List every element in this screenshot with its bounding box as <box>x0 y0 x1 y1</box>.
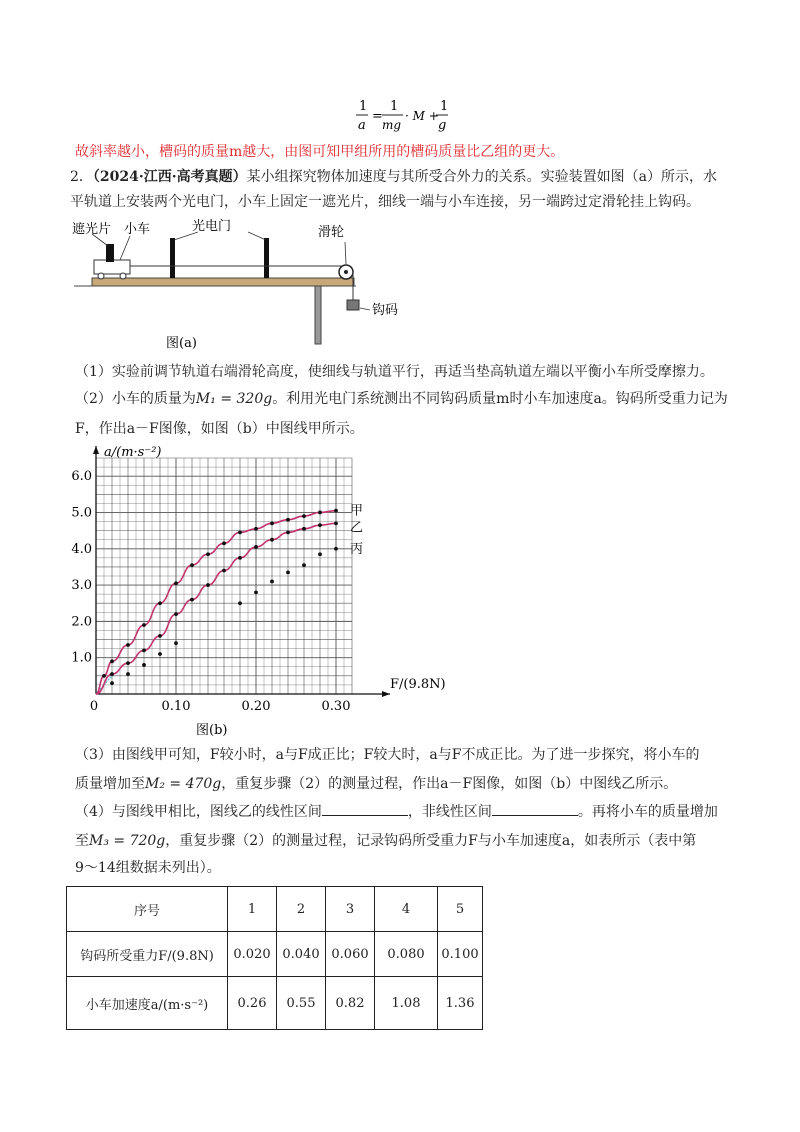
problem-line-1 <box>70 166 730 188</box>
track <box>92 278 354 286</box>
data-point <box>174 641 178 645</box>
formula-t2-num: 1 <box>440 99 449 114</box>
data-point <box>254 527 258 531</box>
data-point <box>110 681 114 685</box>
chart-svg <box>60 445 446 740</box>
data-point <box>286 518 290 522</box>
y-tick-label: 6.0 <box>71 469 92 485</box>
table-header-cell: 1 <box>228 887 277 932</box>
data-point <box>158 634 162 638</box>
table-header-cell: 4 <box>375 887 438 932</box>
step-3-b1: 质量增加至 <box>75 776 145 792</box>
formula <box>355 95 465 139</box>
data-point <box>206 552 210 556</box>
photogate-1 <box>170 238 175 278</box>
y-tick-label: 5.0 <box>71 505 92 521</box>
cart-wheel-right <box>120 273 126 279</box>
step-4-a1: （4）与图线甲相比，图线乙的线性区间 <box>75 804 322 820</box>
y-axis-label: a/(m·s⁻²) <box>104 445 162 460</box>
formula-svg <box>355 95 465 139</box>
table-header-cell: 3 <box>326 887 375 932</box>
series-label: 乙 <box>350 520 364 536</box>
data-point <box>110 659 114 663</box>
data-point <box>254 545 258 549</box>
formula-t1-mul: · M + <box>405 109 439 123</box>
data-point <box>318 523 322 527</box>
data-point <box>302 563 306 567</box>
step-1: （1）实验前调节轨道右端滑轮高度，使细线与轨道平行，再适当垫高轨道左端以平衡小车所受摩擦力。 <box>75 364 714 380</box>
problem-source: （2024·江西·高考真题） <box>92 169 247 185</box>
data-point <box>158 601 162 605</box>
table-row-label: 小车加速度a/(m·s⁻²) <box>67 977 228 1030</box>
series-label: 甲 <box>350 503 364 519</box>
data-point <box>102 674 106 678</box>
data-point <box>270 538 274 542</box>
x-tick-label: 0.10 <box>161 699 191 714</box>
step-4-line-2 <box>75 830 735 852</box>
label-weight: 钩码 <box>372 303 399 318</box>
formula-eq: = <box>372 109 383 124</box>
figure-b <box>60 445 446 740</box>
conclusion: 故斜率越小，槽码的质量m越大，由图可知甲组所用的槽码质量比乙组的更大。 <box>75 144 565 160</box>
formula-t1-den: mg <box>382 118 402 132</box>
data-point <box>126 643 130 647</box>
step-3-line-2 <box>75 773 735 795</box>
data-point <box>126 661 130 665</box>
formula-t1-num: 1 <box>390 99 399 114</box>
chart-caption: 图(b) <box>196 723 228 738</box>
x-axis-arrow <box>382 691 390 697</box>
step-4-c: 9～14组数据未列出）。 <box>75 860 221 876</box>
x-axis-label: F/(9.8N) <box>390 677 446 692</box>
step-3-b2: ，重复步骤（2）的测量过程，作出a－F图像，如图（b）中图线乙所示。 <box>221 776 678 792</box>
table-cell: 0.040 <box>277 932 326 977</box>
label-gate: 光电门 <box>192 219 232 234</box>
step-2-line-1 <box>75 388 735 410</box>
label-shade: 遮光片 <box>72 222 112 237</box>
data-point <box>222 569 226 573</box>
step-4-a3: 。再将小车的质量增加 <box>577 804 718 820</box>
label-pulley: 滑轮 <box>318 225 345 240</box>
step-4-line-1 <box>75 801 735 823</box>
table-header-row <box>67 887 483 932</box>
table-cell: 0.100 <box>438 932 483 977</box>
data-point <box>238 601 242 605</box>
table-cell: 0.82 <box>326 977 375 1030</box>
data-point <box>286 531 290 535</box>
problem-number: 2． <box>70 169 93 185</box>
problem-intro-2: 平轨道上安装两个光电门，小车上固定一遮光片，细线一端与小车连接，另一端跨过定滑轮挂上钩码。 <box>70 194 700 210</box>
x-tick-label: 0.20 <box>241 699 271 714</box>
formula-t2-den: g <box>438 118 447 133</box>
photogate-2 <box>264 238 269 278</box>
nonlinear-range-blank[interactable] <box>492 801 578 816</box>
data-point <box>302 527 306 531</box>
mass-m3: M₃ = 720g <box>89 833 166 849</box>
table-cell: 0.080 <box>375 932 438 977</box>
table-header-cell: 5 <box>438 887 483 932</box>
y-axis-arrow <box>93 446 99 454</box>
data-point <box>334 521 338 525</box>
figure-a-caption: 图(a) <box>166 336 197 351</box>
table-row-label: 钩码所受重力F/(9.8N) <box>67 932 228 977</box>
x-tick-label: 0.30 <box>321 699 351 714</box>
data-point <box>286 570 290 574</box>
data-point <box>334 547 338 551</box>
problem-intro-1: 某小组探究物体加速度与其所受合外力的关系。实验装置如图（a）所示，水 <box>246 169 717 185</box>
step-4-b1: 至 <box>75 833 89 849</box>
mass-m1: M₁ = 320g <box>195 391 273 407</box>
table-cell: 0.26 <box>228 977 277 1030</box>
step-2-a: （2）小车的质量为 <box>75 391 196 407</box>
table-leg <box>315 286 321 344</box>
data-point <box>270 521 274 525</box>
data-point <box>190 598 194 602</box>
apparatus-svg <box>70 214 430 354</box>
data-point <box>190 563 194 567</box>
figure-a <box>70 214 430 354</box>
data-point <box>110 672 114 676</box>
data-point <box>334 509 338 513</box>
data-point <box>318 552 322 556</box>
y-tick-label: 3.0 <box>71 578 92 594</box>
data-point <box>238 556 242 560</box>
data-table <box>66 886 483 1030</box>
y-tick-label: 4.0 <box>71 541 92 557</box>
data-point <box>318 511 322 515</box>
y-tick-label: 2.0 <box>71 614 92 630</box>
data-point <box>142 623 146 627</box>
data-point <box>238 531 242 535</box>
data-point <box>222 541 226 545</box>
table-cell: 0.020 <box>228 932 277 977</box>
y-tick-label: 1.0 <box>71 650 92 666</box>
table-row <box>67 977 483 1030</box>
table-cell: 0.060 <box>326 932 375 977</box>
table-header-cell: 2 <box>277 887 326 932</box>
table-cell: 0.55 <box>277 977 326 1030</box>
series-label: 丙 <box>350 541 364 557</box>
data-point <box>142 663 146 667</box>
table-cell: 1.08 <box>375 977 438 1030</box>
linear-range-blank[interactable] <box>322 801 408 816</box>
label-cart: 小车 <box>124 222 151 237</box>
data-point <box>302 514 306 518</box>
step-4-b2: ，重复步骤（2）的测量过程，记录钩码所受重力F与小车加速度a，如表所示（表中第 <box>165 833 697 849</box>
data-point <box>158 652 162 656</box>
data-point <box>174 612 178 616</box>
data-point <box>174 581 178 585</box>
step-2-c: F，作出a－F图像，如图（b）中图线甲所示。 <box>75 421 364 437</box>
weight <box>347 300 359 310</box>
step-4-a2: ，非线性区间 <box>407 804 492 820</box>
data-point <box>126 672 130 676</box>
cart <box>94 260 130 274</box>
formula-lhs-num: 1 <box>359 99 368 114</box>
data-point <box>270 580 274 584</box>
x-tick-label: 0 <box>89 699 99 714</box>
data-point <box>254 590 258 594</box>
table-cell: 1.36 <box>438 977 483 1030</box>
mass-m2: M₂ = 470g <box>145 776 222 792</box>
shade-plate <box>106 244 114 262</box>
table-row <box>67 932 483 977</box>
table-header-cell: 序号 <box>67 887 228 932</box>
data-point <box>206 583 210 587</box>
step-3-a: （3）由图线甲可知，F较小时，a与F成正比；F较大时，a与F不成正比。为了进一步探究，将小车的 <box>75 747 700 763</box>
cart-wheel-left <box>98 273 104 279</box>
data-point <box>142 649 146 653</box>
formula-lhs-den: a <box>358 118 366 133</box>
step-2-b: 。利用光电门系统测出不同钩码质量m时小车加速度a。钩码所受重力记为 <box>272 391 728 407</box>
